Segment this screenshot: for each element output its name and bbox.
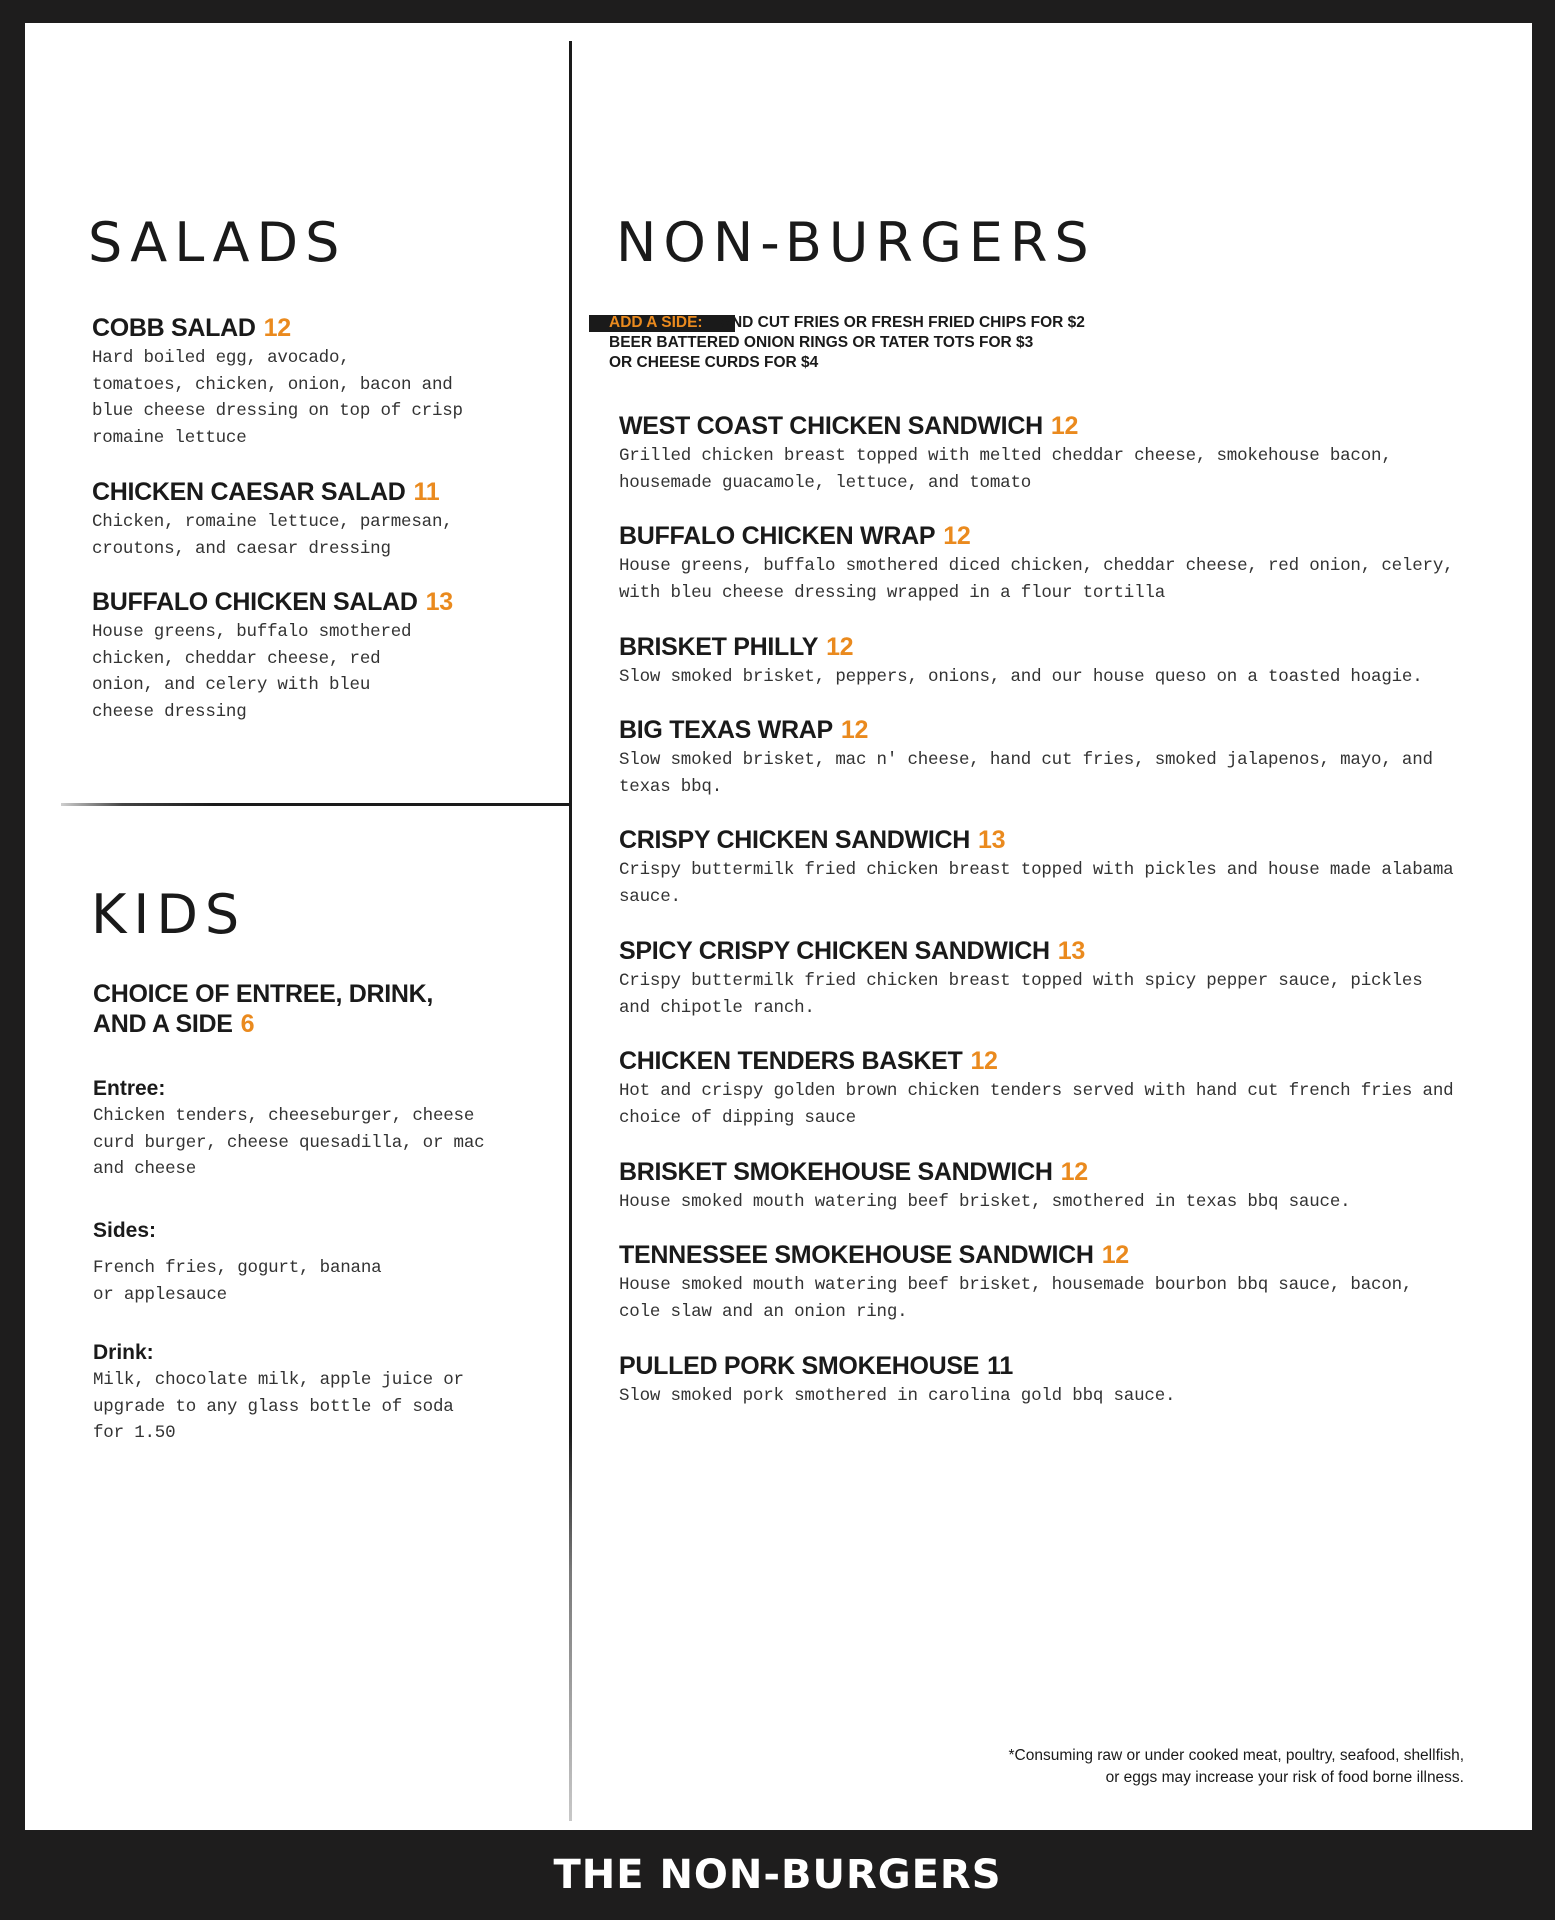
item-description: Hot and crispy golden brown chicken tenders served with hand cut french fries and choice of dipping sauce	[619, 1081, 1454, 1128]
item-description: House smoked mouth watering beef brisket, housemade bourbon bbq sauce, bacon, cole slaw and an onion ring.	[619, 1275, 1413, 1322]
item-description: House greens, buffalo smothered chicken, cheddar cheese, red onion, and celery with bleu cheese dressing	[92, 622, 412, 722]
menu-item	[619, 1240, 1499, 1325]
food-safety-disclaimer	[1009, 1745, 1464, 1789]
item-name: COBB SALAD	[92, 314, 256, 342]
item-price: 12	[1050, 412, 1079, 440]
kids-entree	[93, 1077, 533, 1183]
add-a-side-note	[609, 313, 1209, 373]
menu-item	[619, 1157, 1499, 1216]
menu-item	[92, 477, 512, 562]
item-price: 11	[413, 478, 440, 506]
add-side-line3: OR CHEESE CURDS FOR $4	[609, 354, 819, 371]
item-name: CRISPY CHICKEN SANDWICH	[619, 826, 970, 854]
kids-deal-price: 6	[240, 1010, 255, 1038]
add-side-line1: HAND CUT FRIES OR FRESH FRIED CHIPS FOR $2	[708, 314, 1085, 331]
entree-description: Chicken tenders, cheeseburger, cheese curd burger, cheese quesadilla, or mac and cheese	[93, 1106, 485, 1179]
kids-title: KIDS	[91, 883, 247, 946]
item-name: BRISKET SMOKEHOUSE SANDWICH	[619, 1158, 1053, 1186]
item-description: House smoked mouth watering beef brisket, smothered in texas bbq sauce.	[619, 1192, 1351, 1212]
menu-item	[619, 632, 1499, 691]
menu-item	[619, 1046, 1499, 1131]
item-description: Hard boiled egg, avocado, tomatoes, chicken, onion, bacon and blue cheese dressing on top of crisp romaine lettuce	[92, 348, 463, 448]
menu-item	[619, 715, 1499, 800]
menu-item	[619, 411, 1499, 496]
item-description: House greens, buffalo smothered diced chicken, cheddar cheese, red onion, celery, with bleu cheese dressing wrapped in a flour tortilla	[619, 556, 1454, 603]
item-price: 12	[970, 1047, 998, 1075]
entree-label: Entree:	[93, 1077, 166, 1100]
menu-item	[619, 1351, 1499, 1410]
item-description: Grilled chicken breast topped with melted cheddar cheese, smokehouse bacon, housemade guacamole, lettuce, and tomato	[619, 446, 1392, 493]
kids-sides	[93, 1219, 533, 1308]
item-price: 12	[1060, 1158, 1088, 1186]
disclaimer-line2: or eggs may increase your risk of food borne illness.	[1105, 1769, 1464, 1786]
item-price: 13	[1057, 937, 1085, 965]
menu-page	[25, 23, 1532, 1830]
item-name: CHICKEN TENDERS BASKET	[619, 1047, 963, 1075]
item-name: WEST COAST CHICKEN SANDWICH	[619, 412, 1043, 440]
kids-deal	[93, 979, 533, 1039]
nonburgers-title: NON-BURGERS	[616, 211, 1096, 274]
item-description: Crispy buttermilk fried chicken breast topped with pickles and house made alabama sauce.	[619, 860, 1454, 907]
item-name: BUFFALO CHICKEN SALAD	[92, 588, 418, 616]
sides-description: French fries, gogurt, banana or applesauce	[93, 1258, 382, 1305]
item-name: BRISKET PHILLY	[619, 633, 819, 661]
item-description: Crispy buttermilk fried chicken breast topped with spicy pepper sauce, pickles and chipotle ranch.	[619, 971, 1423, 1018]
item-name: PULLED PORK SMOKEHOUSE	[619, 1352, 980, 1380]
menu-item	[92, 587, 512, 725]
vertical-divider	[569, 41, 572, 1821]
item-price: 12	[840, 716, 869, 744]
item-price: 13	[425, 588, 453, 616]
item-name: TENNESSEE SMOKEHOUSE SANDWICH	[619, 1241, 1094, 1269]
item-price: 12	[263, 314, 291, 342]
item-price: 12	[943, 522, 971, 550]
drink-description: Milk, chocolate milk, apple juice or upgrade to any glass bottle of soda for 1.50	[93, 1370, 464, 1443]
item-price: 11	[987, 1352, 1013, 1380]
footer-title: THE NON-BURGERS	[553, 1852, 1002, 1898]
item-name: BUFFALO CHICKEN WRAP	[619, 522, 936, 550]
disclaimer-line1: *Consuming raw or under cooked meat, poultry, seafood, shellfish,	[1008, 1747, 1464, 1764]
item-description: Slow smoked pork smothered in carolina gold bbq sauce.	[619, 1386, 1176, 1406]
sides-label: Sides:	[93, 1219, 157, 1242]
item-name: CHICKEN CAESAR SALAD	[92, 478, 406, 506]
item-description: Slow smoked brisket, peppers, onions, and our house queso on a toasted hoagie.	[619, 667, 1423, 687]
menu-item	[619, 825, 1499, 910]
item-description: Chicken, romaine lettuce, parmesan, croutons, and caesar dressing	[92, 512, 453, 559]
item-price: 12	[1101, 1241, 1129, 1269]
item-price: 13	[978, 826, 1006, 854]
kids-drink	[93, 1341, 533, 1447]
menu-item	[92, 313, 512, 451]
item-description: Slow smoked brisket, mac n' cheese, hand cut fries, smoked jalapenos, mayo, and texas bbq.	[619, 750, 1433, 797]
kids-deal-line2: AND A SIDE	[93, 1010, 233, 1038]
item-name: BIG TEXAS WRAP	[619, 716, 833, 744]
add-side-label: ADD A SIDE:	[609, 314, 703, 331]
menu-item	[619, 521, 1499, 606]
drink-label: Drink:	[93, 1341, 154, 1364]
item-name: SPICY CRISPY CHICKEN SANDWICH	[619, 937, 1050, 965]
menu-item	[619, 936, 1499, 1021]
horizontal-divider	[61, 803, 572, 806]
item-price: 12	[826, 633, 854, 661]
kids-deal-line1: CHOICE OF ENTREE, DRINK,	[93, 980, 434, 1008]
add-side-line2: BEER BATTERED ONION RINGS OR TATER TOTS FOR $3	[609, 334, 1034, 351]
salads-title: SALADS	[88, 211, 347, 274]
